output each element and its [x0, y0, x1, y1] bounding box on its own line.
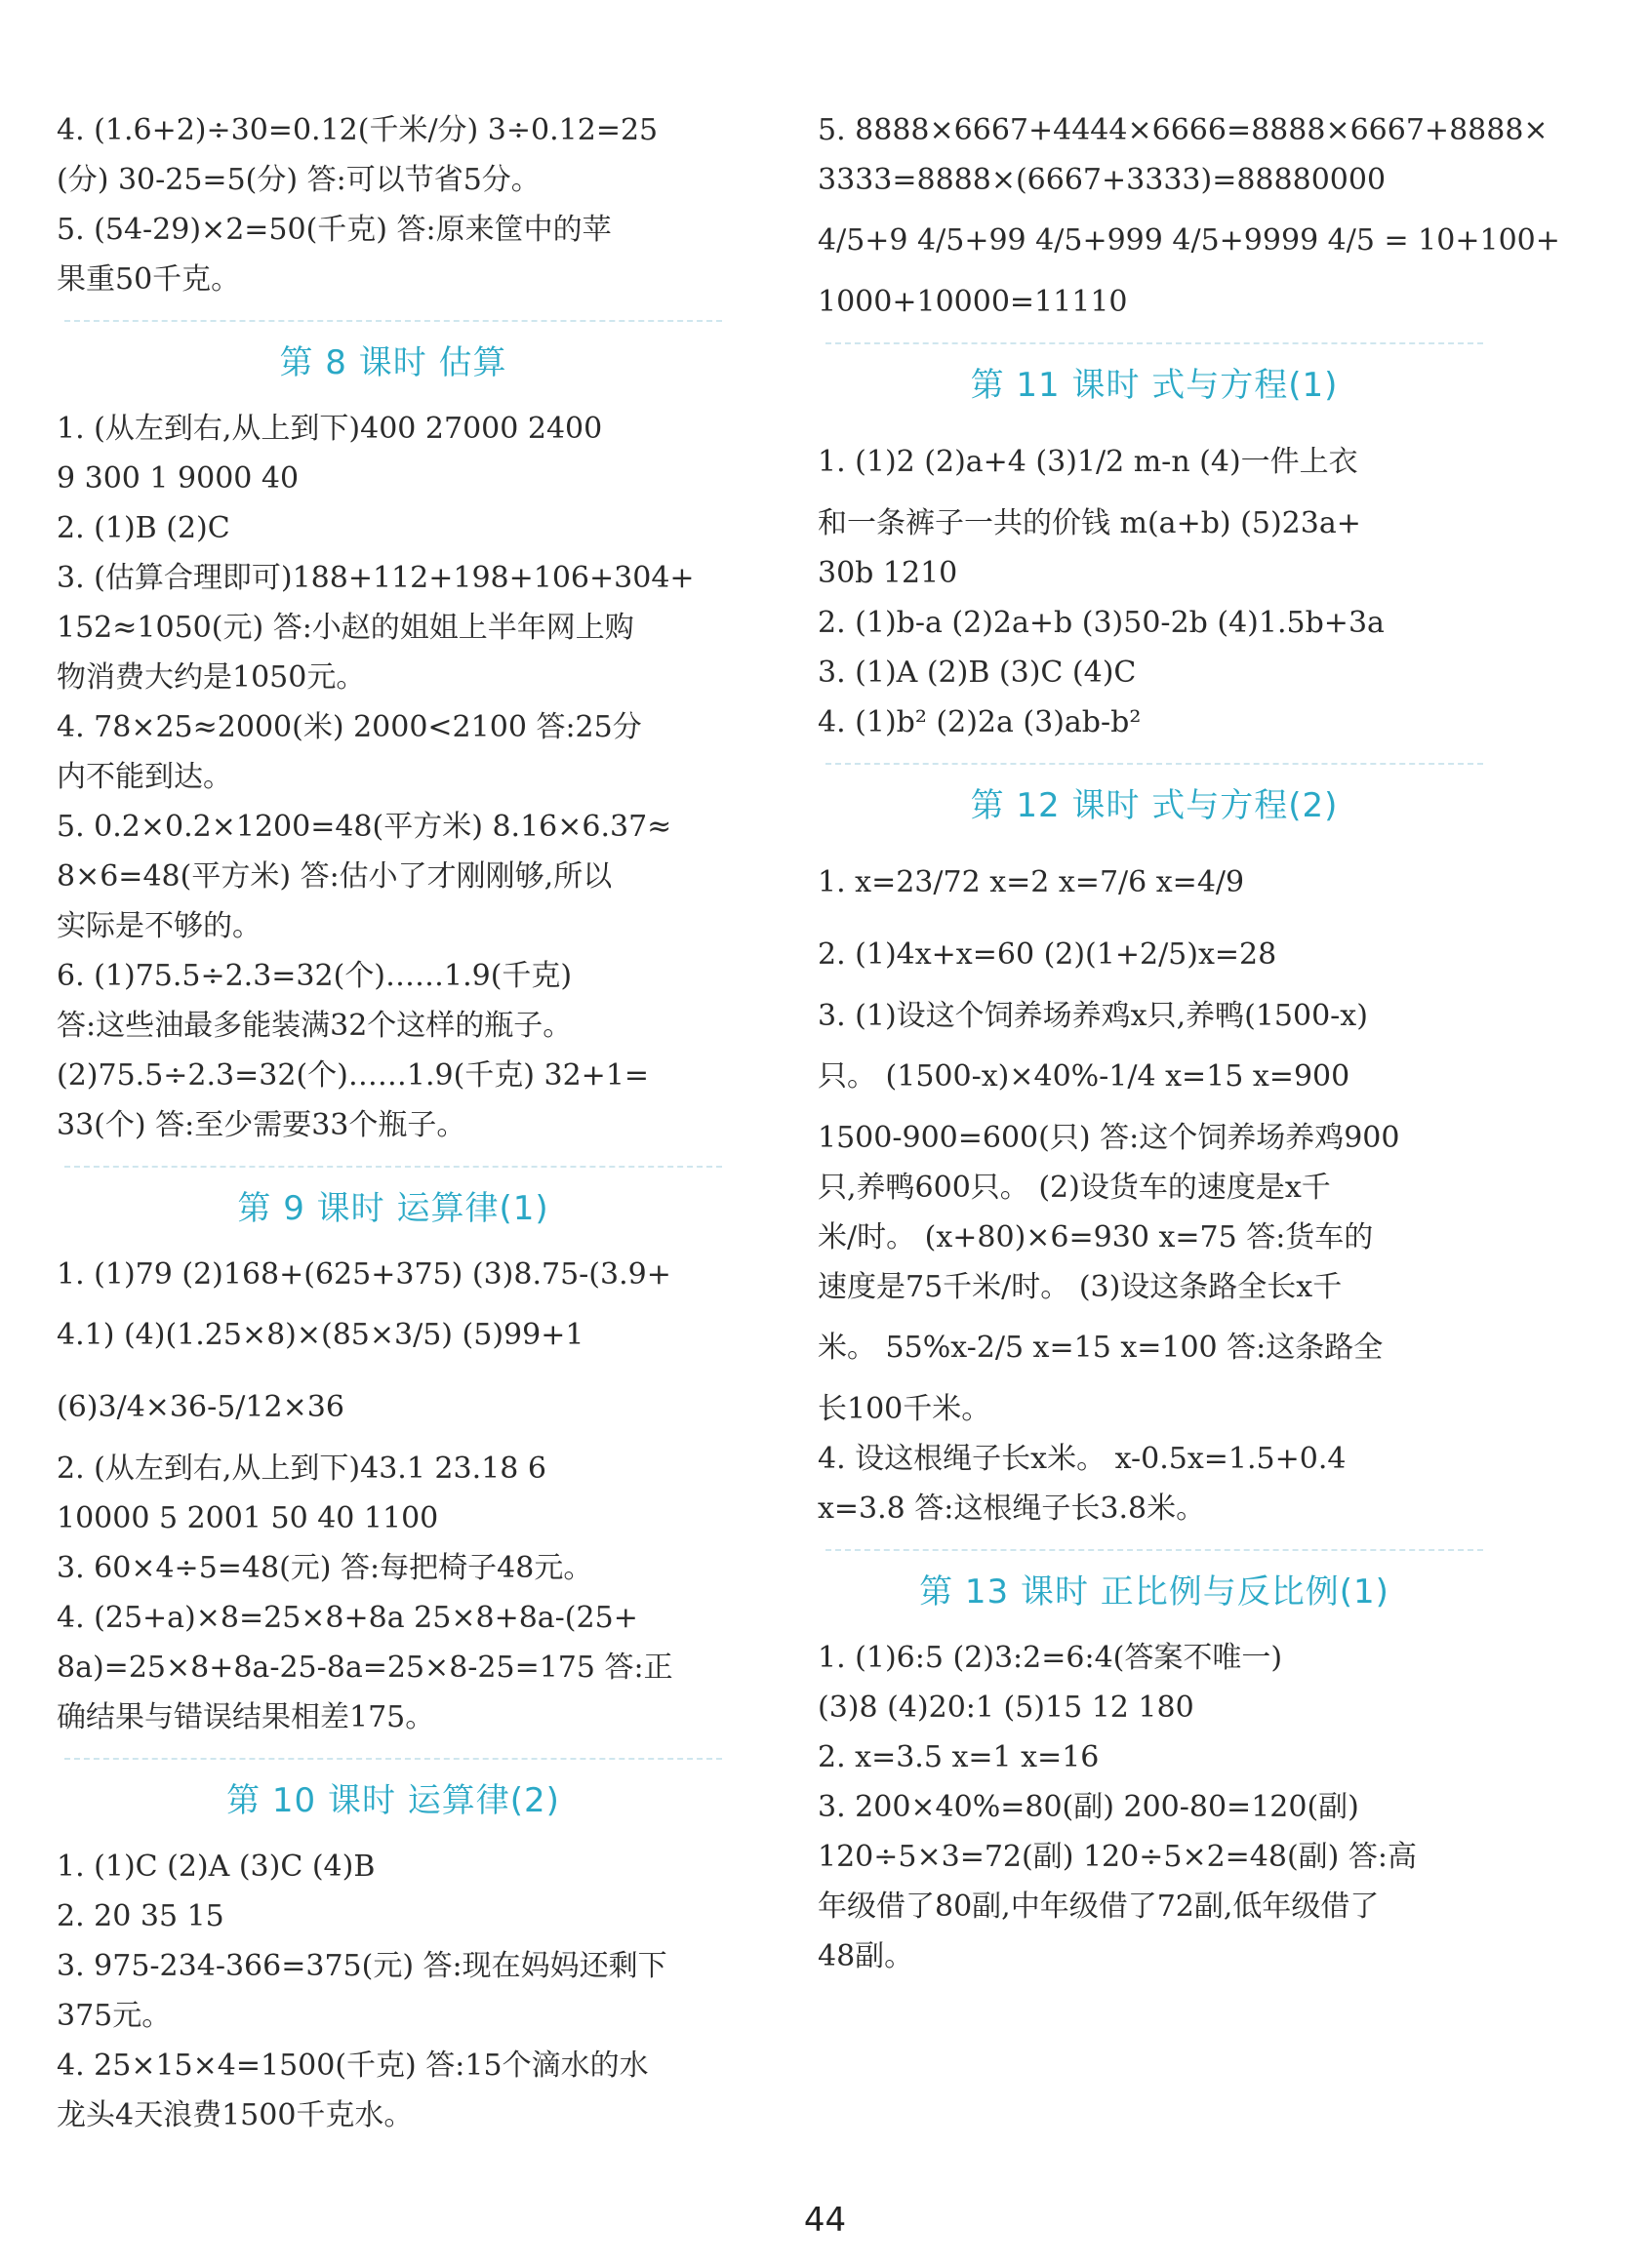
text-line: 米/时。 (x+80)×6=930 x=75 答:货车的: [818, 1220, 1374, 1254]
text-line: 5. (54-29)×2=50(千克) 答:原来筐中的苹: [57, 213, 612, 247]
text-line: 4/5+9 4/5+99 4/5+999 4/5+9999 4/5 = 10+100+: [818, 223, 1560, 258]
section-lesson-12: [818, 765, 1491, 1533]
left-column: [57, 105, 730, 2140]
section-title: 第 13 课时 正比例与反比例(1): [919, 1572, 1389, 1611]
text-line: 3. 200×40%=80(副) 200-80=120(副): [818, 1790, 1359, 1824]
text-line: 4. (1)b² (2)2a (3)ab-b²: [818, 705, 1142, 739]
page-number: 44: [803, 2201, 847, 2240]
text-line: (分) 30-25=5(分) 答:可以节省5分。: [57, 163, 541, 197]
section-lesson-9: [57, 1168, 730, 1742]
section-title: 第 10 课时 运算律(2): [226, 1781, 560, 1820]
text-line: 4. (25+a)×8=25×8+8a 25×8+8a-(25+: [57, 1601, 638, 1635]
section-title: 第 8 课时 估算: [279, 343, 507, 382]
text-line: 6. (1)75.5÷2.3=32(个)……1.9(千克): [57, 959, 573, 993]
text-line: 2. (从左到右,从上到下)43.1 23.18 6: [57, 1452, 546, 1486]
section-title: 第 9 课时 运算律(1): [237, 1189, 549, 1228]
text-line: 1. (1)79 (2)168+(625+375) (3)8.75-(3.9+: [57, 1257, 671, 1292]
text-line: (6)3/4×36-5/12×36: [57, 1390, 344, 1424]
text-line: 内不能到达。: [57, 760, 232, 794]
text-line: 9 300 1 9000 40: [57, 461, 300, 496]
text-line: 10000 5 2001 50 40 1100: [57, 1501, 439, 1535]
text-line: (2)75.5÷2.3=32(个)……1.9(千克) 32+1=: [57, 1058, 650, 1093]
text-line: 确结果与错误结果相差175。: [57, 1700, 435, 1734]
text-line: 4. 设这根绳子长x米。 x-0.5x=1.5+0.4: [818, 1442, 1347, 1476]
text-line: 1. (1)2 (2)a+4 (3)1/2 m-n (4)一件上衣: [818, 445, 1358, 479]
text-line: 5. 8888×6667+4444×6666=8888×6667+8888×: [818, 113, 1549, 147]
text-line: 48副。: [818, 1939, 914, 1973]
text-line: 2. (1)b-a (2)2a+b (3)50-2b (4)1.5b+3a: [818, 606, 1385, 640]
right-column: [818, 105, 1560, 1981]
text-line: 只,养鸭600只。 (2)设货车的速度是x千: [818, 1171, 1331, 1205]
text-line: 30b 1210: [818, 556, 958, 590]
text-line: 2. (1)4x+x=60 (2)(1+2/5)x=28: [818, 937, 1277, 972]
text-line: 只。 (1500-x)×40%-1/4 x=15 x=900: [818, 1059, 1350, 1094]
text-line: 1000+10000=11110: [818, 285, 1128, 319]
text-line: 4. 78×25≈2000(米) 2000<2100 答:25分: [57, 710, 642, 744]
section-lesson-13: [818, 1551, 1491, 1981]
text-line: 1500-900=600(只) 答:这个饲养场养鸡900: [818, 1121, 1400, 1155]
section-lesson-10: [57, 1760, 730, 2140]
text-line: 龙头4天浪费1500千克水。: [57, 2098, 414, 2132]
section-title: 第 11 课时 式与方程(1): [970, 366, 1339, 405]
text-line: 8a)=25×8+8a-25-8a=25×8-25=175 答:正: [57, 1651, 673, 1685]
text-line: 长100千米。: [818, 1392, 991, 1426]
text-line: 1. x=23/72 x=2 x=7/6 x=4/9: [818, 865, 1245, 899]
text-line: 8×6=48(平方米) 答:估小了才刚刚够,所以: [57, 859, 613, 894]
text-line: 4.1) (4)(1.25×8)×(85×3/5) (5)99+1: [57, 1318, 584, 1352]
text-line: 果重50千克。: [57, 262, 241, 297]
text-line: 3. (1)设这个饲养场养鸡x只,养鸭(1500-x): [818, 999, 1368, 1033]
text-line: 答:这些油最多能装满32个这样的瓶子。: [57, 1009, 573, 1043]
text-line: 2. 20 35 15: [57, 1899, 224, 1933]
text-line: 物消费大约是1050元。: [57, 660, 366, 695]
section-lesson-11: [818, 344, 1491, 747]
text-line: 米。 55%x-2/5 x=15 x=100 答:这条路全: [818, 1331, 1384, 1365]
text-line: 3. 60×4÷5=48(元) 答:每把椅子48元。: [57, 1551, 593, 1585]
text-line: 5. 0.2×0.2×1200=48(平方米) 8.16×6.37≈: [57, 810, 672, 844]
text-line: 和一条裤子一共的价钱 m(a+b) (5)23a+: [818, 506, 1361, 540]
text-line: 152≈1050(元) 答:小赵的姐姐上半年网上购: [57, 611, 634, 645]
right-top-block: [818, 105, 1560, 327]
text-line: 速度是75千米/时。 (3)设这条路全长x千: [818, 1270, 1343, 1304]
text-line: 3333=8888×(6667+3333)=88880000: [818, 163, 1387, 197]
text-line: 1. (1)6:5 (2)3:2=6:4(答案不唯一): [818, 1641, 1283, 1675]
left-top-block: [57, 105, 730, 304]
text-line: 120÷5×3=72(副) 120÷5×2=48(副) 答:高: [818, 1840, 1418, 1874]
text-line: 2. (1)B (2)C: [57, 511, 230, 545]
text-line: 3. 975-234-366=375(元) 答:现在妈妈还剩下: [57, 1949, 667, 1983]
text-line: x=3.8 答:这根绳子长3.8米。: [818, 1492, 1206, 1526]
section-lesson-8: [57, 322, 730, 1150]
text-line: 1. (1)C (2)A (3)C (4)B: [57, 1850, 376, 1884]
section-title: 第 12 课时 式与方程(2): [970, 786, 1339, 825]
text-line: 年级借了80副,中年级借了72副,低年级借了: [818, 1890, 1380, 1924]
text-line: 3. (估算合理即可)188+112+198+106+304+: [57, 561, 695, 595]
text-line: (3)8 (4)20:1 (5)15 12 180: [818, 1691, 1194, 1725]
text-line: 4. (1.6+2)÷30=0.12(千米/分) 3÷0.12=25: [57, 113, 659, 147]
text-line: 33(个) 答:至少需要33个瓶子。: [57, 1108, 466, 1142]
text-line: 实际是不够的。: [57, 909, 262, 943]
text-line: 3. (1)A (2)B (3)C (4)C: [818, 656, 1137, 690]
text-line: 2. x=3.5 x=1 x=16: [818, 1740, 1100, 1774]
text-line: 1. (从左到右,从上到下)400 27000 2400: [57, 412, 603, 446]
text-line: 375元。: [57, 1999, 172, 2033]
text-line: 4. 25×15×4=1500(千克) 答:15个滴水的水: [57, 2049, 649, 2083]
